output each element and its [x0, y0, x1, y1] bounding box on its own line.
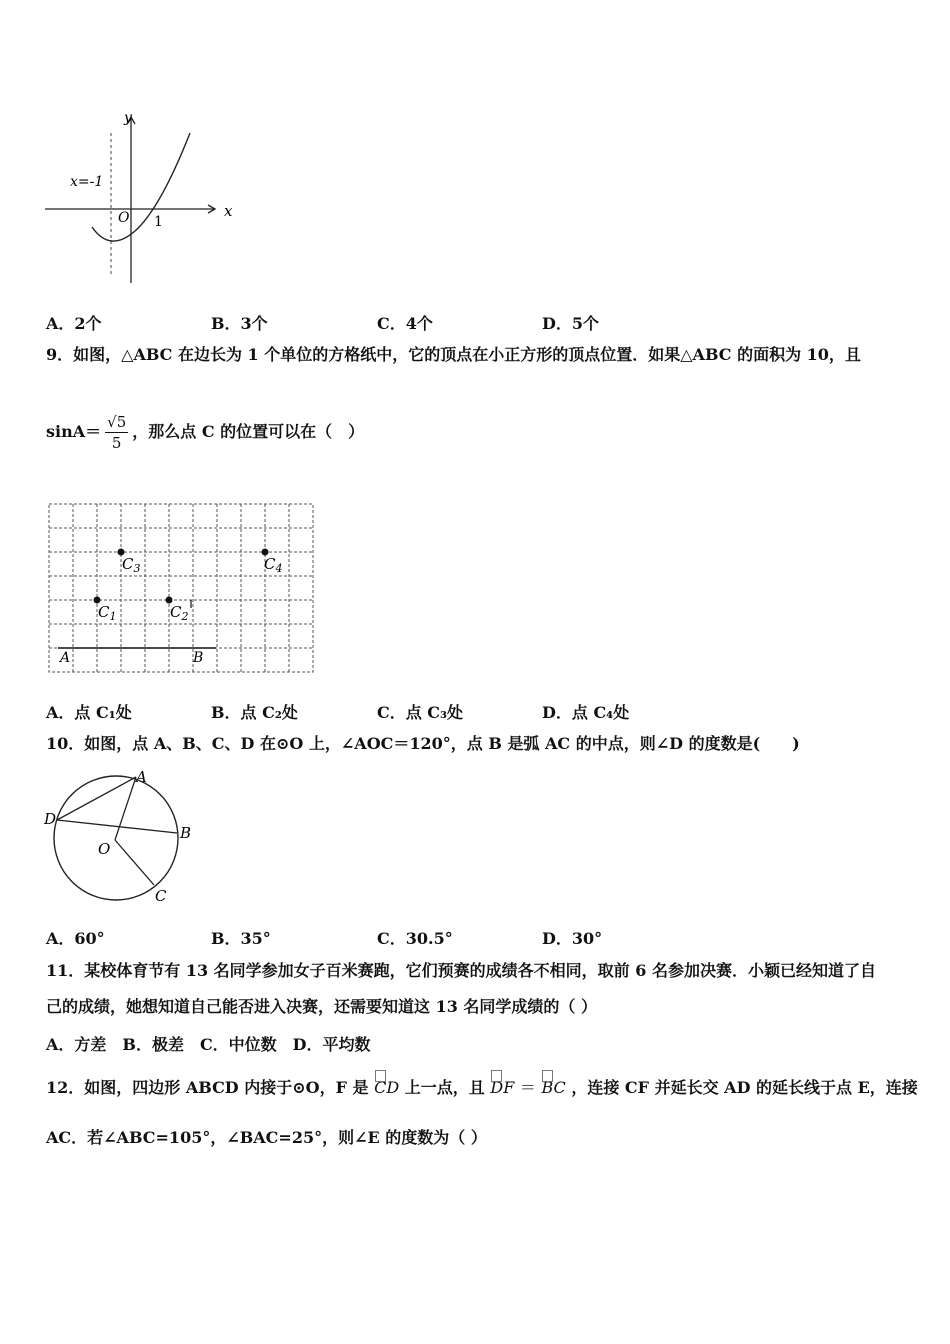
q8-option-c[interactable]: C．4个: [377, 314, 433, 333]
label-c: C: [155, 887, 167, 905]
label-c2-sub: 2: [181, 610, 189, 623]
q8-option-a[interactable]: A．2个: [46, 314, 102, 333]
arc-bc: BC: [541, 1078, 566, 1097]
label-c3-sub: 3: [133, 562, 141, 575]
label-o: O: [98, 840, 111, 858]
q8-option-b[interactable]: B．3个: [211, 314, 268, 333]
q12-question-line2: AC．若∠ABC=105°，∠BAC=25°，则∠E 的度数为（ ）: [46, 1128, 487, 1147]
label-d: D: [44, 810, 57, 828]
q12-part3: ，连接 CF 并延长交 AD 的延长线于点 E，连接: [571, 1078, 918, 1097]
q12-part2: 上一点，且: [404, 1078, 485, 1097]
q9-option-a[interactable]: A．点 C₁处: [46, 703, 132, 722]
label-c1-letter: C: [98, 603, 110, 621]
fraction-denominator: 5: [111, 434, 122, 452]
circle-figure: [40, 768, 210, 908]
tick-label-1: 1: [154, 214, 163, 230]
q9-question-text: 9．如图，△ABC 在边长为 1 个单位的方格纸中，它的顶点在小正方形的顶点位置．如果△ABC 的面积为 10，且: [46, 345, 861, 364]
q12-part1: 12．如图，四边形 ABCD 内接于⊙O，F 是: [46, 1078, 369, 1097]
label-a: A: [136, 768, 147, 786]
axis-of-symmetry-label: x=-1: [70, 174, 104, 190]
arc-df: DF: [490, 1078, 515, 1097]
arc-cd: CD: [374, 1078, 400, 1097]
q10-option-c[interactable]: C．30.5°: [377, 929, 453, 948]
dashed-grid: [49, 504, 313, 672]
q9-condition-line: [46, 407, 364, 457]
equals-sign: ＝: [519, 1078, 536, 1097]
label-c4: [264, 555, 282, 575]
sin-prefix: sinA＝: [46, 422, 102, 441]
q9-option-d[interactable]: D．点 C₄处: [542, 703, 630, 722]
segment-db: [57, 820, 177, 833]
grid-figure: [46, 500, 318, 678]
q9-option-c[interactable]: C．点 C₃处: [377, 703, 464, 722]
parabola-graph: [40, 105, 240, 290]
label-c4-letter: C: [264, 555, 276, 573]
label-b: B: [180, 824, 192, 842]
sin-suffix: ，那么点 C 的位置可以在（ ）: [132, 422, 365, 441]
y-axis-label: y: [124, 110, 132, 126]
label-c1: [98, 603, 116, 623]
fraction-numerator: √5: [107, 413, 127, 431]
label-c3: [122, 555, 140, 575]
label-c1-sub: 1: [109, 610, 117, 623]
q11-question-line2: 己的成绩，她想知道自己能否进入决赛，还需要知道这 13 名同学成绩的（ ）: [46, 997, 597, 1016]
label-c2: [170, 603, 188, 623]
q11-options[interactable]: A．方差 B．极差 C．中位数 D．平均数: [46, 1035, 371, 1054]
q10-option-b[interactable]: B．35°: [211, 929, 271, 948]
label-c3-letter: C: [122, 555, 134, 573]
segment-oc: [115, 840, 154, 885]
q9-option-b[interactable]: B．点 C₂处: [211, 703, 298, 722]
origin-label: O: [118, 210, 130, 226]
q10-question-text: 10．如图，点 A、B、C、D 在⊙O 上，∠AOC＝120°，点 B 是弧 AC 的中点，则∠D 的度数是( ): [46, 734, 800, 753]
sqrt5-over-5-fraction: [105, 412, 128, 453]
q10-option-a[interactable]: A．60°: [46, 929, 105, 948]
label-b: B: [193, 650, 204, 666]
q10-option-d[interactable]: D．30°: [542, 929, 603, 948]
parabola-curve: [92, 133, 190, 241]
label-c2-letter: C: [170, 603, 182, 621]
q11-question-line1: 11．某校体育节有 13 名同学参加女子百米赛跑，它们预赛的成绩各不相同，取前 6 名参加决赛．小颖已经知道了自: [46, 961, 876, 980]
label-c4-sub: 4: [275, 562, 283, 575]
q12-question-line1: [46, 1078, 918, 1098]
label-a: A: [60, 650, 71, 666]
q8-option-d[interactable]: D．5个: [542, 314, 600, 333]
x-axis-label: x: [224, 202, 233, 220]
